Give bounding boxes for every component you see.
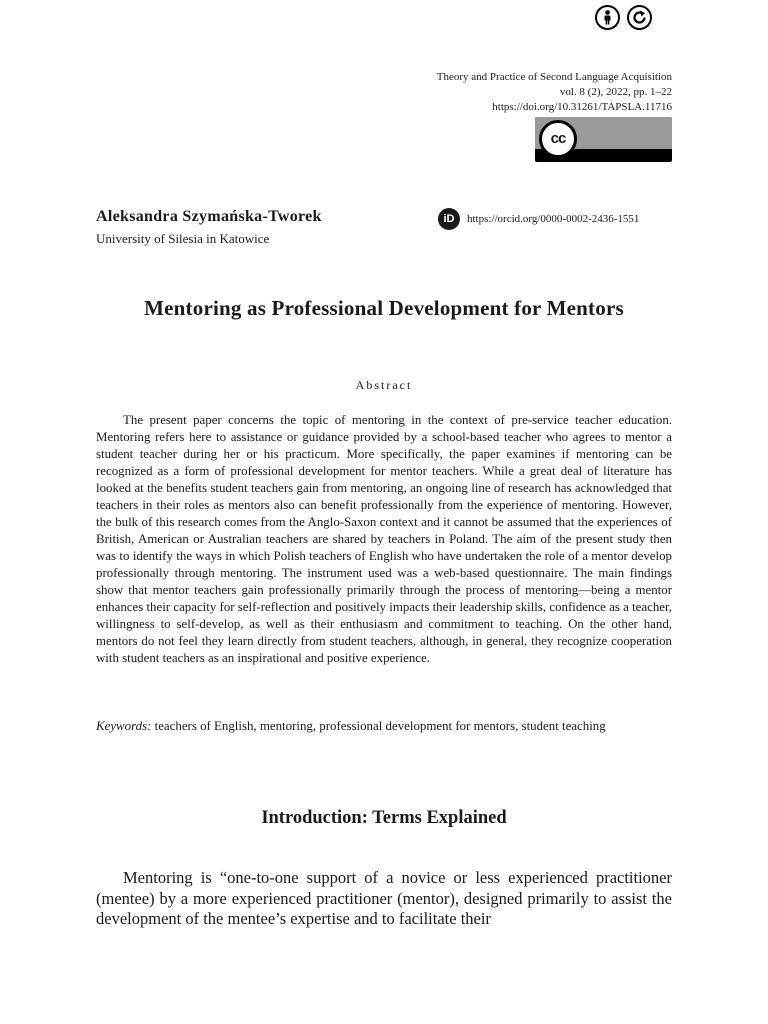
journal-doi[interactable]: https://doi.org/10.31261/TAPSLA.11716 xyxy=(492,101,672,113)
author-name: Aleksandra Szymańska-Tworek xyxy=(96,208,322,225)
person-icon xyxy=(595,5,620,30)
share-alike-icon xyxy=(627,5,652,30)
keywords-label: Keywords: xyxy=(96,719,152,733)
orcid-icon: iD xyxy=(438,208,460,230)
abstract-heading: Abstract xyxy=(355,378,413,392)
journal-info xyxy=(437,70,672,115)
author-affiliation: University of Silesia in Katowice xyxy=(96,231,270,246)
orcid-url[interactable]: https://orcid.org/0000-0002-2436-1551 xyxy=(467,213,640,225)
intro-paragraph: Mentoring is “one-to-one support of a novice or less experienced practitioner (mentee) by a more experienced practitioner (mentor), designed primarily to assist the development of the mentee’s expertise and to facilitate their xyxy=(96,868,672,928)
abstract-text: The present paper concerns the topic of mentoring in the context of pre-service teacher education. Mentoring refers here to assistance or guidance provided by a school-based teacher who agrees to mentor a student teacher during her or his practicum. More specifically, the paper examines if mentoring can be recognized as a form of professional development for mentor teachers. While a great deal of literature has looked at the benefits student teachers gain from mentoring, an ongoing line of research has acknowledged that teachers in their roles as mentors also can benefit professionally from the experience of mentoring. However, the bulk of this research comes from the Anglo-Saxon context and it cannot be assumed that the experiences of British, American or Australian teachers are shared by teachers in Poland. The aim of the present study then was to identify the ways in which Polish teachers of English who have undertaken the role of a mentor develop professionally through mentoring. The instrument used was a web-based questionnaire. The main findings show that mentor teachers gain professionally primarily through the process of mentoring—being a mentor enhances their capacity for self-reflection and positively impacts their leadership skills, confidence as a teacher, willingness to self-develop, as well as their enthusiasm and commitment to teaching. On the other hand, mentors do not feel they learn directly from student teachers, although, in general, they recognize cooperation with student teachers as an inspirational and positive experience. xyxy=(96,413,672,665)
orcid-link[interactable] xyxy=(438,208,639,230)
cc-license-badge[interactable] xyxy=(535,117,672,162)
by-label: BY xyxy=(599,33,613,44)
journal-name: Theory and Practice of Second Language Acquisition xyxy=(436,71,672,83)
journal-volume: vol. 8 (2), 2022, pp. 1–22 xyxy=(559,86,672,98)
keywords-text: teachers of English, mentoring, professional development for mentors, student teaching xyxy=(154,719,606,733)
keywords xyxy=(96,718,672,735)
sa-label: SA xyxy=(631,33,645,44)
section-heading: Introduction: Terms Explained xyxy=(261,808,507,828)
paper-title: Mentoring as Professional Development for Mentors xyxy=(144,296,624,320)
cc-icon: cc xyxy=(539,120,577,158)
